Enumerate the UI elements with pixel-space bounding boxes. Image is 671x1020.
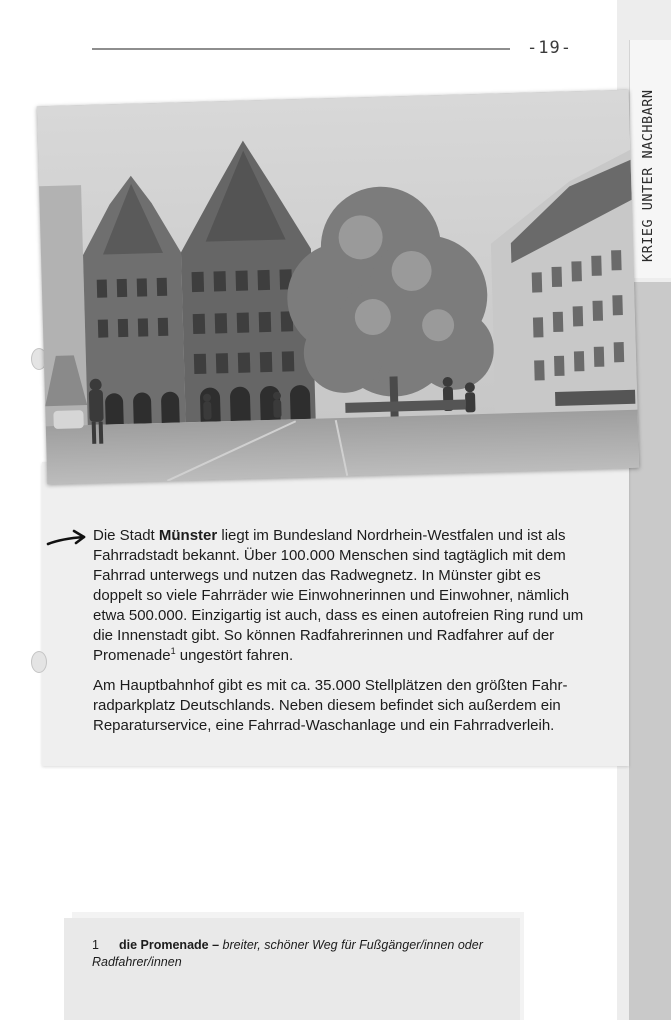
paragraph-1: Die Stadt Münster liegt im Bundesland Nordrhein-Westfalen und ist als Fahrradstadt bekannt. Über 100.000 Menschen sind tagtäglich mit dem Fahrrad unterwegs und nutzen das Radwegnetz. In Münster gibt es doppelt so viele Fahrräder wie Einwohnerinnen und Einwohner, nämlich etwa 500.000. Einzigartig ist auch, dass es einen autofreien Ring rund um die Innenstadt gibt. So können Radfahrerinnen und Radfahrer auf der Promenade$^1$ ungestört fahren.: [93, 527, 584, 664]
header-rule: [92, 48, 510, 50]
paragraph-2: Am Hauptbahnhof gibt es mit ca. 35.000 Stellplätzen den größten Fahr-radparkplatz Deutschlands. Neben diesem befindet sich außerdem ein Reparaturservice, eine Fahrrad-Waschanlage und ein Fahrradverleih.: [93, 677, 568, 734]
footnote: [92, 937, 512, 971]
page-number: -19-: [527, 38, 572, 58]
arrow-right-icon: [46, 528, 88, 550]
footnote-number: 1: [92, 938, 99, 952]
footnote-term: die Promenade –: [119, 938, 220, 952]
photo-town-square-icon: [37, 90, 639, 484]
footnote-ref[interactable]: 1: [170, 646, 176, 656]
chapter-title: KRIEG UNTER NACHBARN: [640, 89, 656, 262]
body-text: [93, 526, 588, 746]
photo-town-square: [37, 90, 639, 484]
city-name: Münster: [158, 527, 218, 544]
punch-hole-icon: [31, 651, 47, 673]
footnote-definition: breiter, schöner Weg für Fußgänger/innen oder Radfahrer/innen: [92, 938, 483, 969]
